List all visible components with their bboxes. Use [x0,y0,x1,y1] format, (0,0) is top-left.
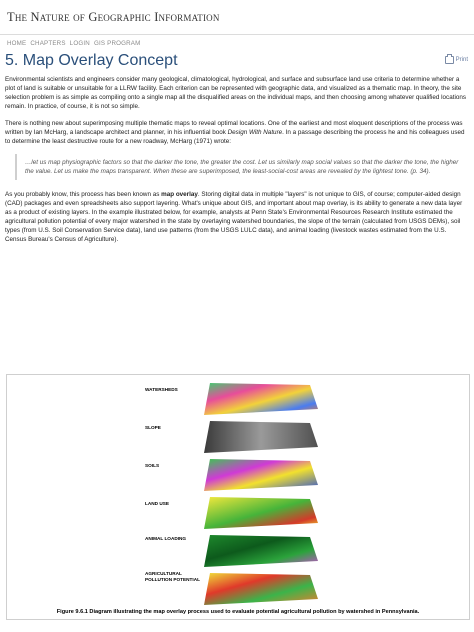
layer-label-slope: SLOPE [145,425,161,430]
nav-home[interactable]: HOME [7,40,27,47]
page-title: 5. Map Overlay Concept [5,52,178,69]
article-body [5,75,467,252]
paragraph-2: There is nothing new about superimposing multiple thematic maps to reveal optimal locations. One of the earliest and most eloquent descriptions of the process was written by Ian McHarg, a landscape architect and planner, in his influential book Design With Nature. In a passage describing the process he and his colleagues used to determine the least destructive route for a new roadway, McHarg (1971) wrote: [5,120,465,145]
printer-icon [445,56,454,64]
layer-label-soils: SOILS [145,463,160,468]
nav-login[interactable]: LOGIN [69,40,90,47]
paragraph-1: Environmental scientists and engineers consider many geological, climatological, hydrological, and surface and subsurface land use criteria to determine whether a plot of land is suitable or unsuitable for a LLRW facility. Each criterion can be represented with geographic data, and visualized as a thematic map. In theory, the site selection problem is as simple as compiling onto a single map all the disqualified areas on the individual maps, and then choosing among whatever qualified locations remain. In practice, of course, it is not so simple. [5,76,466,110]
breadcrumb-nav [7,40,141,47]
figure-caption: Figure 9.6.1 Diagram illustrating the map overlay process used to evaluate potential agricultural pollution by watershed in Pennsylvania. [56,609,420,615]
nav-chapters[interactable]: CHAPTERS [30,40,66,47]
layer-label-agricultural-pollution: AGRICULTURAL POLLUTION POTENTIAL [145,571,200,582]
layer-land-use [145,495,315,531]
mcharg-quote: …let us map physiographic factors so that the darker the tone, the greater the cost. Let us similarly map social values so that the darker the tone, the higher the value. Let us make the maps transparent. When these are superimposed, the least-social-cost areas are revealed by the lightest tone. (p. 34). [15,154,467,180]
print-label: Print [455,57,468,63]
site-title[interactable]: The Nature of Geographic Information [7,10,220,24]
layer-slope [145,419,315,455]
print-link[interactable] [445,56,468,64]
soils-map [200,457,320,493]
watersheds-map [200,381,320,417]
animal-loading-map [200,533,320,569]
layer-animal-loading [145,533,315,569]
layer-agricultural-pollution [145,571,315,607]
land-use-map [200,495,320,531]
layer-soils [145,457,315,493]
header-divider [0,34,474,35]
layer-label-land-use: LAND USE [145,501,169,506]
slope-map [200,419,320,455]
nav-gis-program[interactable]: GIS PROGRAM [93,40,141,47]
layer-label-watersheds: WATERSHEDS [145,387,178,392]
pollution-potential-map [200,571,320,607]
layer-stack [145,381,315,609]
layer-watersheds [145,381,315,417]
paragraph-4: As you probably know, this process has been known as map overlay. Storing digital data in multiple "layers" is not unique to GIS, of course; computer-aided design (CAD) packages and even spreadsheets also support layering. What's unique about GIS, and important about map overlay, is its ability to generate a new data layer as a product of existing layers. In the example illustrated below, for example, analysts at Penn State's Environmental Resources Research Institute estimated the agricultural pollution potential of every major watershed in the state by overlaying watershed boundaries, the slope of the terrain (calculated from USGS DEMs), soil types (from U.S. Soil Conservation Service data), land use patterns (from the USGS LULC data), and animal loading (livestock wastes estimated from the U.S. Census Bureau's Census of Agriculture). [5,191,463,243]
layer-label-animal-loading: ANIMAL LOADING [145,536,187,541]
figure-map-overlay [6,374,470,620]
